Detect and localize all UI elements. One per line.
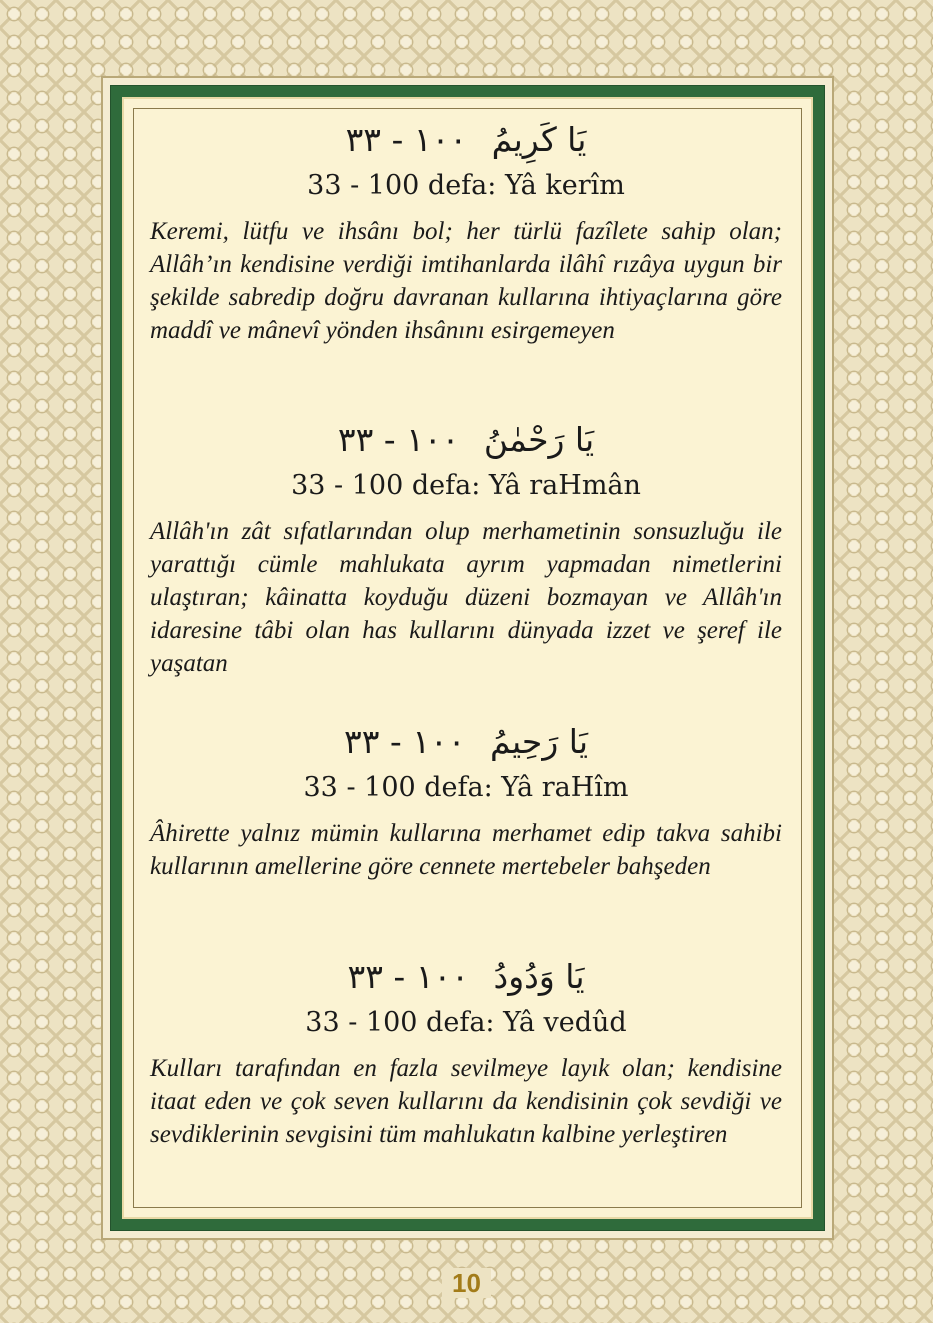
page-number-container <box>0 1268 933 1299</box>
meaning-text: Allâh'ın zât sıfatlarından olup merhametinin sonsuzluğu ile yarattığı cümle mahlukata ayrım yapmadan nimetlerini ulaştıran; kâinatta koyduğu düzeni bozmayan ve Allâh'ın idaresine tâbi olan has kullarını dünyada izzet ve şeref ile yaşatan <box>150 518 782 677</box>
defa-line: 33 - 100 defa: Yâ raHîm <box>303 772 629 803</box>
page-number: 10 <box>442 1268 491 1298</box>
arabic-count: ١٠٠ - ٣٣ <box>347 957 470 996</box>
section-ya-kerim <box>150 110 782 410</box>
arabic-heading <box>150 712 782 764</box>
content-area <box>150 110 782 1151</box>
defa-line: 33 - 100 defa: Yâ raHmân <box>291 470 641 501</box>
arabic-heading <box>150 410 782 462</box>
arabic-name: يَا كَرِيمُ <box>491 120 587 159</box>
arabic-heading <box>150 110 782 162</box>
section-ya-rahman <box>150 410 782 712</box>
section-ya-vedud <box>150 947 782 1151</box>
arabic-name: يَا وَدُودُ <box>493 957 585 996</box>
arabic-name: يَا رَحِيمُ <box>490 722 589 761</box>
arabic-count: ١٠٠ - ٣٣ <box>343 722 466 761</box>
arabic-count: ١٠٠ - ٣٣ <box>345 120 468 159</box>
arabic-count: ١٠٠ - ٣٣ <box>337 420 460 459</box>
defa-line: 33 - 100 defa: Yâ kerîm <box>307 170 625 201</box>
defa-line: 33 - 100 defa: Yâ vedûd <box>305 1007 627 1038</box>
section-ya-rahim <box>150 712 782 947</box>
arabic-name: يَا رَحْمٰنُ <box>483 420 595 459</box>
meaning-text: Kulları tarafından en fazla sevilmeye layık olan; kendisine itaat eden ve çok seven kullarını da kendisinin çok sevdiği ve sevdiklerinin sevgisini tüm mahlukatın kalbine yerleştiren <box>150 1055 782 1148</box>
meaning-text: Âhirette yalnız mümin kullarına merhamet edip takva sahibi kullarının amellerine göre cennete mertebeler bahşeden <box>150 820 782 880</box>
meaning-text: Keremi, lütfu ve ihsânı bol; her türlü fazîlete sahip olan; Allâh’ın kendisine verdiği imtihanlarda ilâhî rızâya uygun bir şekilde sabredip doğru davranan kullarına ihtiyaçlarına göre maddî ve mânevî yönden ihsânını esirgemeyen <box>150 218 782 344</box>
arabic-heading <box>150 947 782 999</box>
